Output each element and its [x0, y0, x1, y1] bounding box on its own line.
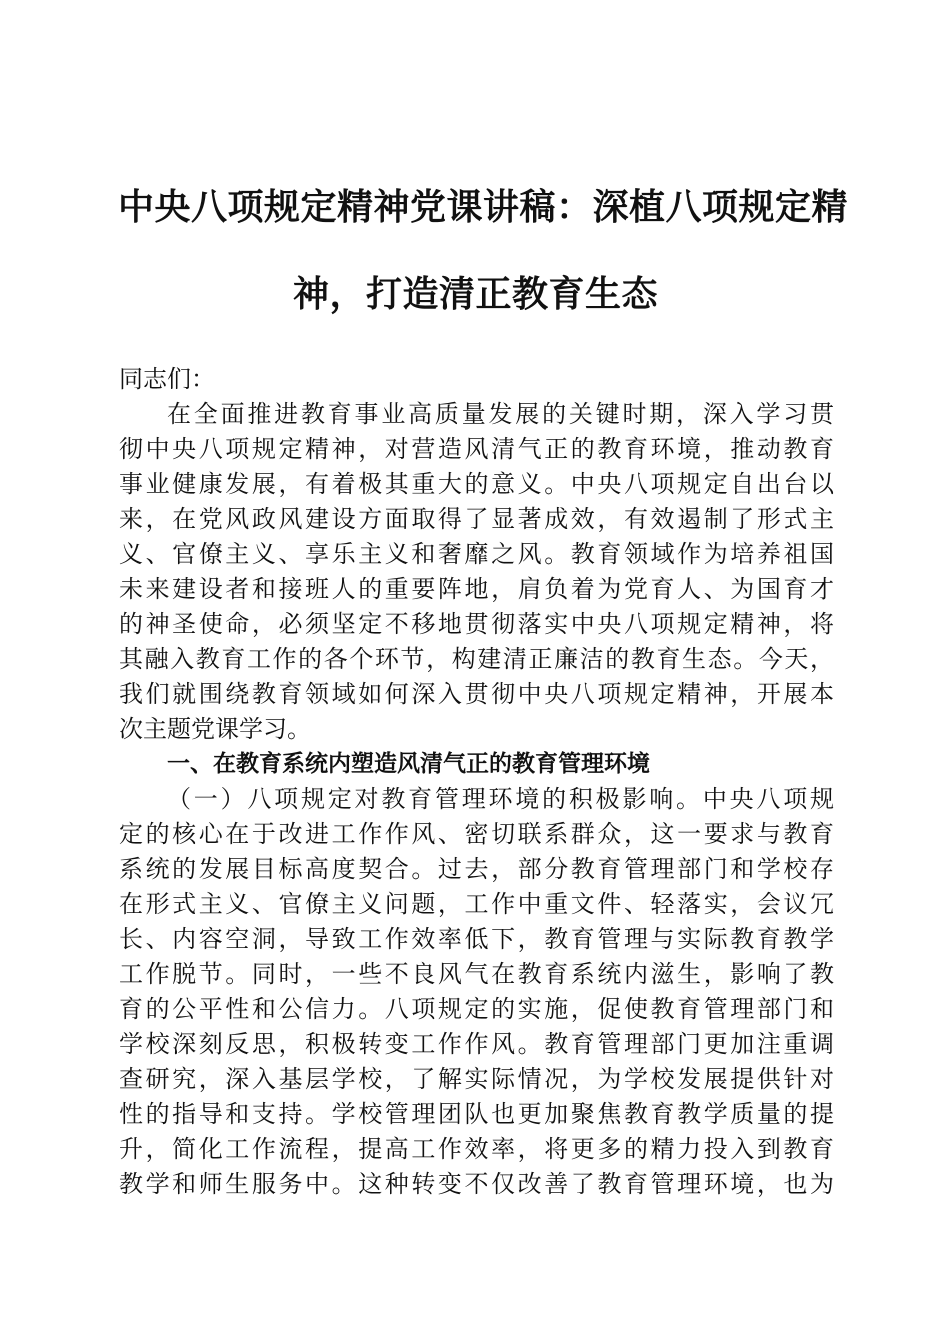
text-line: 义、官僚主义、享乐主义和奢靡之风。教育领域作为培养祖国: [119, 540, 834, 568]
text-line: 我们就围绕教育领域如何深入贯彻中央八项规定精神，开展本: [119, 680, 834, 708]
subsection-paragraph: [119, 782, 834, 1202]
text-line: 在形式主义、官僚主义问题，工作中重文件、轻落实，会议冗: [119, 890, 834, 918]
section-heading: 一、在教育系统内塑造风清气正的教育管理环境: [167, 751, 650, 777]
text-line: 升，简化工作流程，提高工作效率，将更多的精力投入到教育: [119, 1135, 834, 1163]
text-line: 未来建设者和接班人的重要阵地，肩负着为党育人、为国育才: [119, 575, 834, 603]
text-line: 育的公平性和公信力。八项规定的实施，促使教育管理部门和: [119, 995, 834, 1023]
text-line: 其融入教育工作的各个环节，构建清正廉洁的教育生态。今天，: [119, 645, 834, 673]
title-line-1: 中央八项规定精神党课讲稿：深植八项规定精: [118, 187, 849, 228]
text-line: 的神圣使命，必须坚定不移地贯彻落实中央八项规定精神，将: [119, 610, 834, 638]
text-line: （一）八项规定对教育管理环境的积极影响。中央八项规: [167, 785, 834, 813]
document-title: [118, 164, 849, 338]
text-line: 教学和师生服务中。这种转变不仅改善了教育管理环境，也为: [119, 1170, 834, 1198]
text-line: 事业健康发展，有着极其重大的意义。中央八项规定自出台以: [119, 470, 834, 498]
text-line: 在全面推进教育事业高质量发展的关键时期，深入学习贯: [167, 400, 834, 428]
text-line: 来，在党风政风建设方面取得了显著成效，有效遏制了形式主: [119, 505, 834, 533]
text-line: 长、内容空洞，导致工作效率低下，教育管理与实际教育教学: [119, 925, 834, 953]
text-line: 次主题党课学习。: [119, 715, 311, 743]
document-body: [119, 362, 834, 1202]
salutation: 同志们：: [119, 365, 215, 393]
title-line-2: 神，打造清正教育生态: [292, 274, 658, 315]
text-line: 学校深刻反思，积极转变工作作风。教育管理部门更加注重调: [119, 1030, 834, 1058]
text-line: 彻中央八项规定精神，对营造风清气正的教育环境，推动教育: [119, 435, 834, 463]
text-line: 性的指导和支持。学校管理团队也更加聚焦教育教学质量的提: [119, 1100, 834, 1128]
text-line: 定的核心在于改进工作作风、密切联系群众，这一要求与教育: [119, 820, 834, 848]
text-line: 系统的发展目标高度契合。过去，部分教育管理部门和学校存: [119, 855, 834, 883]
text-line: 工作脱节。同时，一些不良风气在教育系统内滋生，影响了教: [119, 960, 834, 988]
text-line: 查研究，深入基层学校，了解实际情况，为学校发展提供针对: [119, 1065, 834, 1093]
intro-paragraph: [119, 397, 834, 747]
